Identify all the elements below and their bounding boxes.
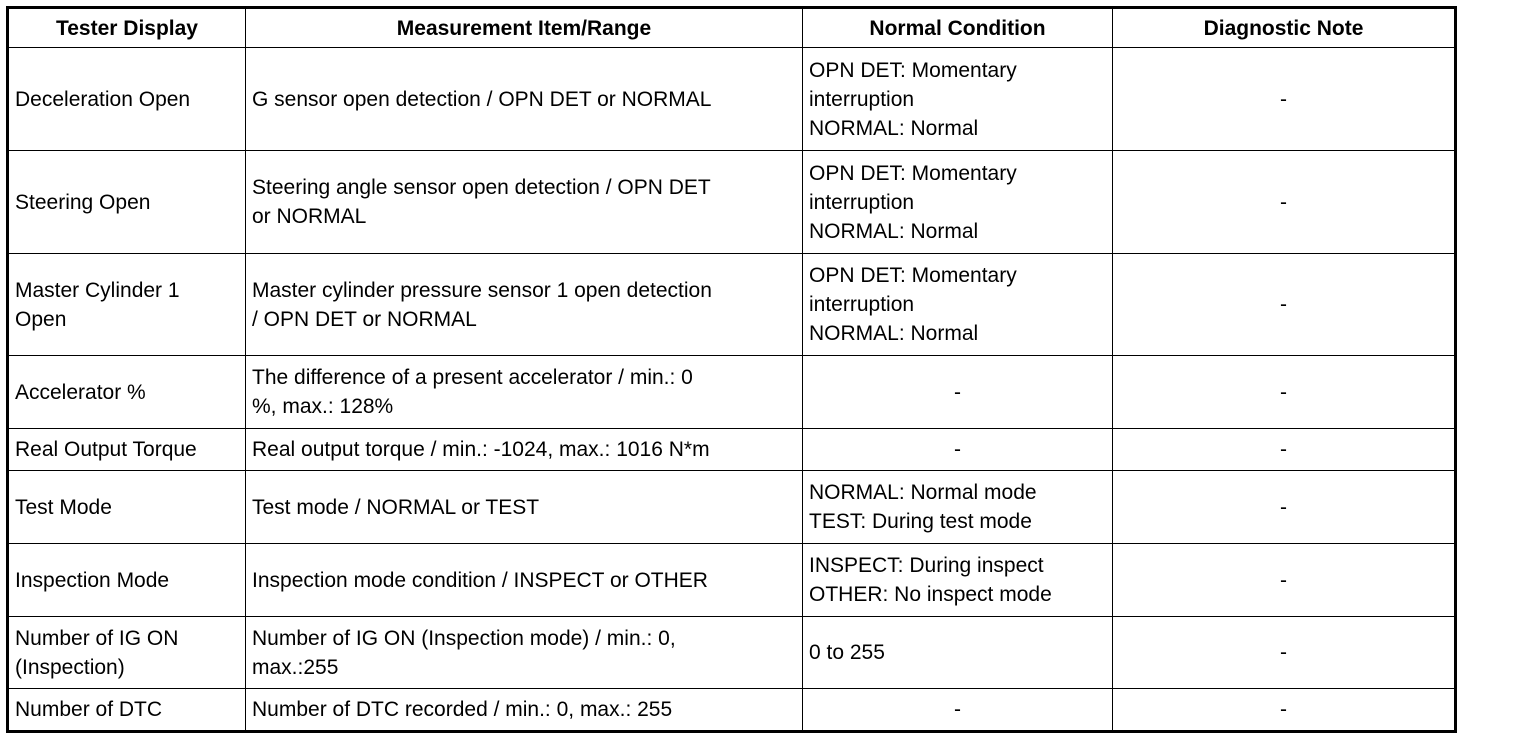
cell-measurement bbox=[246, 151, 803, 254]
normal-line: NORMAL: Normal bbox=[809, 219, 979, 243]
table-row bbox=[8, 689, 1456, 732]
table-row bbox=[8, 471, 1456, 544]
cell-normal-condition bbox=[803, 544, 1113, 617]
cell-diagnostic-note: - bbox=[1113, 254, 1456, 356]
normal-line: interruption bbox=[809, 293, 915, 316]
cell-tester-display: Inspection Mode bbox=[8, 544, 246, 617]
measurement-line: max.:255 bbox=[252, 655, 339, 679]
cell-measurement bbox=[246, 254, 803, 356]
cell-tester-display: Deceleration Open bbox=[8, 48, 246, 151]
cell-normal-condition bbox=[803, 471, 1113, 544]
measurement-line: %, max.: 128% bbox=[252, 395, 394, 418]
header-measurement-item-range: Measurement Item/Range bbox=[246, 8, 803, 48]
header-normal-condition: Normal Condition bbox=[803, 8, 1113, 48]
cell-measurement bbox=[246, 356, 803, 429]
normal-line: OTHER: No inspect mode bbox=[809, 583, 1052, 606]
cell-diagnostic-note: - bbox=[1113, 689, 1456, 732]
cell-tester-display: Real Output Torque bbox=[8, 429, 246, 471]
cell-diagnostic-note: - bbox=[1113, 48, 1456, 151]
cell-tester-display: Number of DTC bbox=[8, 689, 246, 732]
measurement-line: The difference of a present accelerator / min.: 0 bbox=[252, 366, 693, 389]
normal-line: interruption bbox=[809, 190, 915, 214]
cell-normal-condition bbox=[803, 254, 1113, 356]
table-row bbox=[8, 356, 1456, 429]
normal-line: INSPECT: During inspect bbox=[809, 554, 1044, 577]
normal-line: OPN DET: Momentary bbox=[809, 161, 1017, 185]
header-row bbox=[8, 8, 1456, 48]
cell-normal-condition bbox=[803, 151, 1113, 254]
tester-display-line: Number of IG ON bbox=[15, 626, 179, 650]
cell-tester-display bbox=[8, 254, 246, 356]
normal-line: NORMAL: Normal bbox=[809, 322, 979, 345]
cell-diagnostic-note: - bbox=[1113, 429, 1456, 471]
tester-display-line: Open bbox=[15, 307, 67, 331]
normal-line: OPN DET: Momentary bbox=[809, 264, 1017, 287]
cell-normal-condition: 0 to 255 bbox=[803, 617, 1113, 689]
cell-diagnostic-note: - bbox=[1113, 471, 1456, 544]
cell-diagnostic-note: - bbox=[1113, 544, 1456, 617]
table-row bbox=[8, 151, 1456, 254]
cell-tester-display: Accelerator % bbox=[8, 356, 246, 429]
cell-measurement: Inspection mode condition / INSPECT or OTHER bbox=[246, 544, 803, 617]
normal-line: NORMAL: Normal bbox=[809, 116, 979, 140]
table-row bbox=[8, 48, 1456, 151]
measurement-line: Master cylinder pressure sensor 1 open detection bbox=[252, 278, 712, 302]
normal-line: interruption bbox=[809, 87, 915, 111]
tester-display-line: Master Cylinder 1 bbox=[15, 278, 180, 302]
cell-tester-display: Steering Open bbox=[8, 151, 246, 254]
cell-normal-condition bbox=[803, 48, 1113, 151]
measurement-line: / OPN DET or NORMAL bbox=[252, 307, 477, 331]
table-row bbox=[8, 544, 1456, 617]
cell-measurement: Number of DTC recorded / min.: 0, max.: 255 bbox=[246, 689, 803, 732]
cell-tester-display bbox=[8, 617, 246, 689]
normal-line: OPN DET: Momentary bbox=[809, 58, 1017, 82]
tester-display-line: (Inspection) bbox=[15, 655, 125, 679]
measurement-line: or NORMAL bbox=[252, 205, 367, 228]
table-row bbox=[8, 429, 1456, 471]
normal-line: NORMAL: Normal mode bbox=[809, 481, 1037, 504]
cell-measurement: Test mode / NORMAL or TEST bbox=[246, 471, 803, 544]
cell-normal-condition: - bbox=[803, 429, 1113, 471]
cell-measurement: Real output torque / min.: -1024, max.: 1016 N*m bbox=[246, 429, 803, 471]
normal-line: TEST: During test mode bbox=[809, 510, 1032, 533]
cell-diagnostic-note: - bbox=[1113, 617, 1456, 689]
cell-diagnostic-note: - bbox=[1113, 356, 1456, 429]
diagnostic-data-table bbox=[6, 6, 1457, 733]
measurement-line: Steering angle sensor open detection / OPN DET bbox=[252, 176, 711, 199]
cell-measurement bbox=[246, 617, 803, 689]
table-row bbox=[8, 254, 1456, 356]
header-diagnostic-note: Diagnostic Note bbox=[1113, 8, 1456, 48]
cell-measurement: G sensor open detection / OPN DET or NORMAL bbox=[246, 48, 803, 151]
cell-tester-display: Test Mode bbox=[8, 471, 246, 544]
table-row bbox=[8, 617, 1456, 689]
cell-normal-condition: - bbox=[803, 689, 1113, 732]
measurement-line: Number of IG ON (Inspection mode) / min.: 0, bbox=[252, 626, 676, 650]
cell-normal-condition: - bbox=[803, 356, 1113, 429]
header-tester-display: Tester Display bbox=[8, 8, 246, 48]
cell-diagnostic-note: - bbox=[1113, 151, 1456, 254]
